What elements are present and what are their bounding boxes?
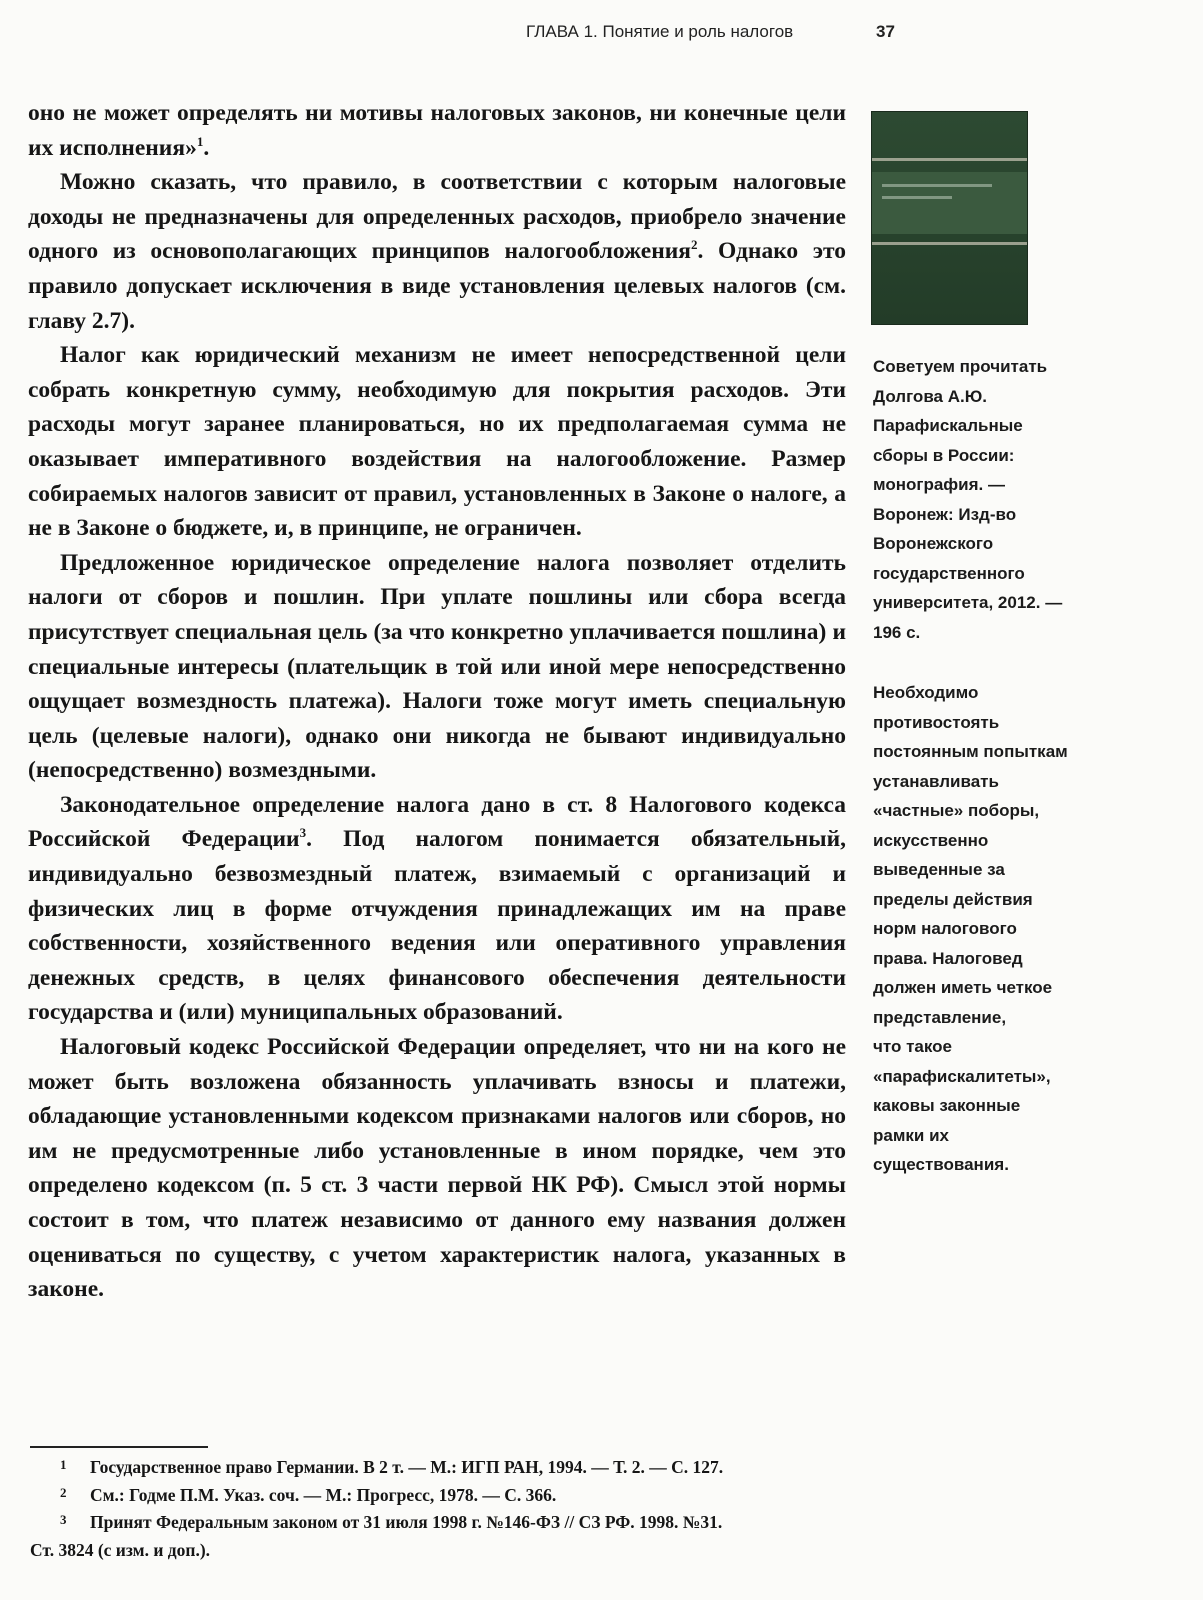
- note-line: рамки их: [873, 1125, 950, 1145]
- paragraph-3: Налог как юридический механизм не имеет непосредственной цели собрать конкретную сумму, необходимую для покрытия расходов. Эти расходы могут заранее планироваться, но их предполагаемая сумма не оказывает императивного воздействия на налогообложение. Размер собираемых налогов зависит от правил, установленных в Законе о налоге, а не в Законе о бюджете, и, в принципе, не ограничен.: [28, 342, 846, 542]
- footnote-3: [30, 1509, 845, 1537]
- footnote-mark: 3: [60, 1512, 67, 1527]
- note-line: постоянным попыткам: [873, 742, 1068, 761]
- recommend-line: государственного: [873, 563, 1025, 583]
- footnote-text: Принят Федеральным законом от 31 июля 1998 г. №146-ФЗ // СЗ РФ. 1998. №31.: [90, 1512, 723, 1532]
- paragraph-1: оно не может определять ни мотивы налоговых законов, ни конечные цели их исполнения»$^1$.: [28, 100, 846, 161]
- recommend-line: Воронеж: Изд-во: [873, 504, 1017, 524]
- note-line: каковы законные: [873, 1096, 1021, 1115]
- footnote-text: См.: Годме П.М. Указ. соч. — М.: Прогресс, 1978. — С. 366.: [90, 1484, 557, 1505]
- note-line: «частные» поборы,: [873, 801, 1040, 820]
- footnote-mark: 1: [60, 1457, 67, 1472]
- recommend-line: Долгова А.Ю.: [873, 386, 987, 406]
- paragraph-2: Можно сказать, что правило, в соответствии с которым налоговые доходы не предназначены для определенных расходов, приобрело значение одного из основополагающих принципов налогообложения$^2$. Однако это правило допускает исключения в виде установления целевых налогов (см. главу 2.7).: [28, 169, 846, 334]
- footnote-3-continuation: Ст. 3824 (с изм. и доп.).: [30, 1539, 211, 1560]
- sidebar-recommendation: [873, 352, 1123, 647]
- note-line: норм налогового: [873, 919, 1017, 938]
- footnote-1: [30, 1454, 845, 1482]
- recommend-line: 196 с.: [873, 622, 921, 642]
- footnotes: [30, 1454, 845, 1564]
- footnote-2: [30, 1482, 845, 1510]
- note-line: существования.: [873, 1155, 1009, 1174]
- recommend-line: Парафискальные: [873, 416, 1023, 435]
- note-line: права. Налоговед: [873, 948, 1023, 968]
- paragraph-6: Налоговый кодекс Российской Федерации определяет, что ни на кого не может быть возложена обязанность уплачивать взносы и платежи, обладающие установленными кодексом признаками налогов или сборов, но им не предусмотренные либо установленные в ином порядке, чем это определено кодексом (п. 5 ст. 3 части первой НК РФ). Смысл этой нормы состоит в том, что платеж независимо от данного ему названия должен оцениваться по существу, с учетом характеристик налога, указанных в законе.: [28, 1034, 846, 1303]
- note-line: «парафискалитеты»,: [873, 1066, 1051, 1086]
- paragraph-4: Предложенное юридическое определение налога позволяет отделить налоги от сборов и пошлин. При уплате пошлины или сбора всегда присутствует специальная цель (за что конкретно уплачивается пошлина) и специальные интересы (плательщик в той или иной мере непосредственно ощущает возмездность платежа). Налоги тоже могут иметь специальную цель (целевые налоги), однако они никогда не бывают индивидуально (непосредственно) возмездными.: [28, 549, 846, 784]
- recommend-line: сборы в России:: [873, 445, 1015, 465]
- footnote-ref-2[interactable]: 2: [691, 237, 698, 253]
- note-line: искусственно: [873, 830, 989, 850]
- chapter-title: ГЛАВА 1. Понятие и роль налогов: [526, 22, 794, 41]
- note-line: что такое: [873, 1037, 952, 1056]
- footnote-text: Государственное право Германии. В 2 т. — М.: ИГП РАН, 1994. — Т. 2. — С. 127.: [90, 1457, 724, 1477]
- book-cover-image: [872, 112, 1027, 324]
- note-line: должен иметь четкое: [873, 978, 1053, 997]
- recommend-line: монография. —: [873, 475, 1005, 494]
- note-line: Необходимо: [873, 683, 979, 702]
- note-line: пределы действия: [873, 889, 1033, 909]
- main-text: [28, 96, 846, 1307]
- note-line: устанавливать: [873, 771, 999, 791]
- recommend-line: Советуем прочитать: [873, 357, 1048, 376]
- paragraph-5: Законодательное определение налога дано в ст. 8 Налогового кодекса Российской Федерации$^3$. Под налогом понимается обязательный, индивидуально безвозмездный платеж, взимаемый с организаций и физических лиц в форме отчуждения принадлежащих им на праве собственности, хозяйственного ведения или оперативного управления денежных средств, в целях финансового обеспечения деятельности государства и (или) муниципальных образований.: [28, 791, 846, 1026]
- note-line: представление,: [873, 1007, 1007, 1027]
- running-header: [520, 18, 920, 48]
- footnote-ref-1[interactable]: 1: [196, 133, 204, 149]
- note-line: выведенные за: [873, 860, 1005, 879]
- footnote-ref-3[interactable]: 3: [299, 825, 307, 841]
- recommend-line: Воронежского: [873, 534, 994, 553]
- sidebar-note: [873, 678, 1123, 1180]
- footnote-divider: [30, 1446, 208, 1448]
- note-line: противостоять: [873, 712, 1000, 732]
- page-number: 37: [876, 22, 895, 41]
- recommend-line: университета, 2012. —: [873, 593, 1063, 612]
- footnote-mark: 2: [60, 1484, 67, 1500]
